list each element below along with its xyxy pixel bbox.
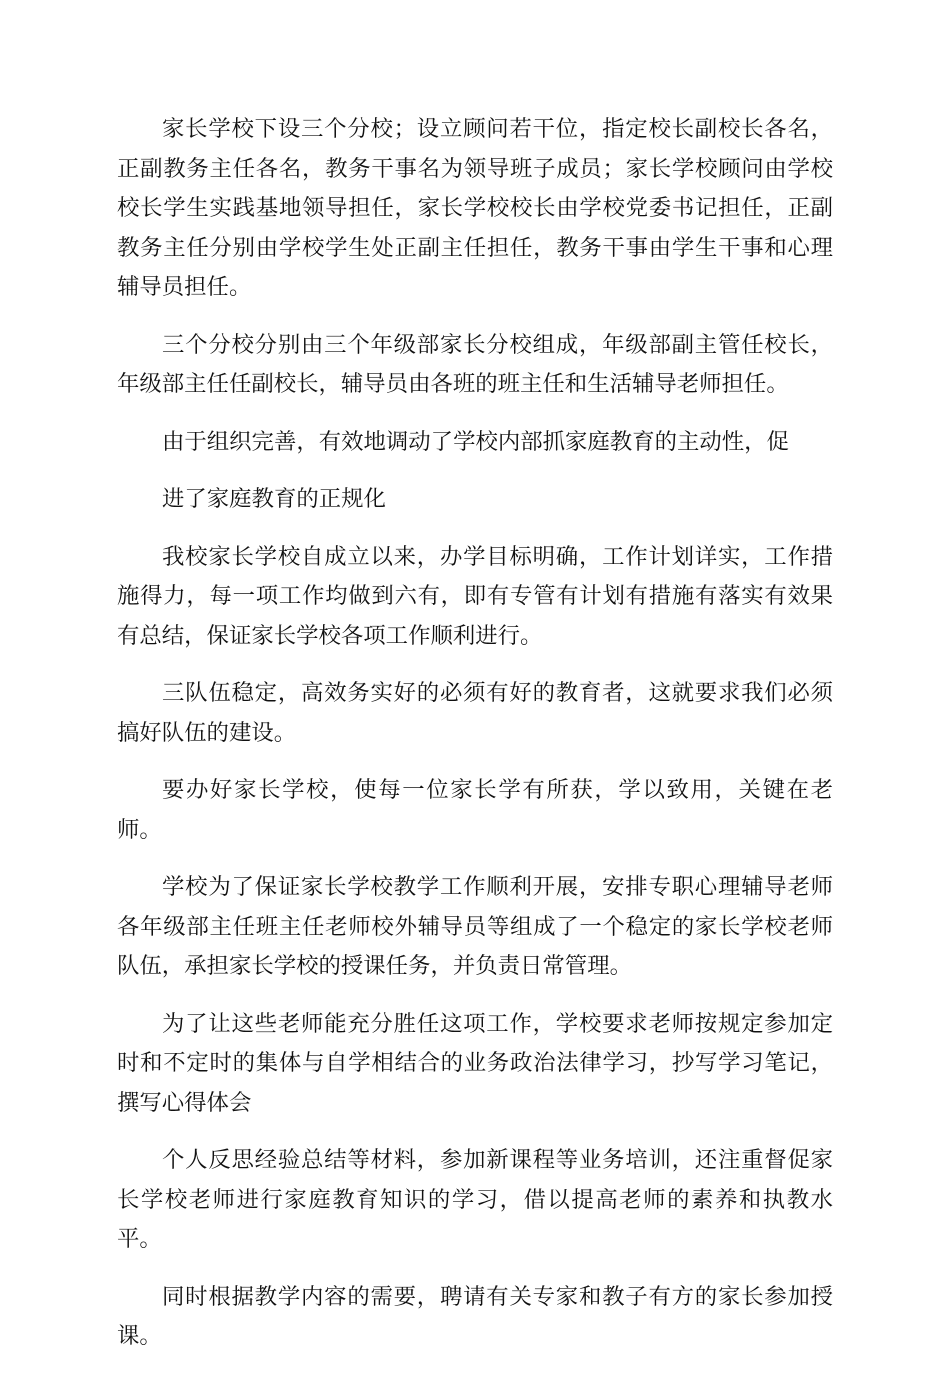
paragraph-10: 个人反思经验总结等材料，参加新课程等业务培训，还注重督促家长学校老师进行家庭教育知识的学习，借以提高老师的素养和执教水平。 <box>117 1147 833 1252</box>
paragraph-9: 为了让这些老师能充分胜任这项工作，学校要求老师按规定参加定时和不定时的集体与自学相结合的业务政治法律学习，抄写学习笔记，撰写心得体会 <box>117 1010 833 1116</box>
paragraph-3: 由于组织完善，有效地调动了学校内部抓家庭教育的主动性，促 <box>162 428 789 455</box>
paragraph-1: 家长学校下设三个分校；设立顾问若干位，指定校长副校长各名，正副教务主任各名，教务干事名为领导班子成员；家长学校顾问由学校校长学生实践基地领导担任，家长学校校长由学校党委书记担任，正副教务主任分别由学校学生处正副主任担任，教务干事由学生干事和心理辅导员担任。 <box>117 116 833 300</box>
paragraph-4: 进了家庭教育的正规化 <box>162 486 386 512</box>
document-page <box>117 110 833 1375</box>
paragraph-7: 要办好家长学校，使每一位家长学有所获，学以致用，关键在老师。 <box>117 777 833 843</box>
paragraph-11: 同时根据教学内容的需要，聘请有关专家和教子有方的家长参加授课。 <box>117 1283 833 1349</box>
paragraph-6: 三队伍稳定，高效务实好的必须有好的教育者，这就要求我们必须搞好队伍的建设。 <box>117 680 833 746</box>
paragraph-2: 三个分校分别由三个年级部家长分校组成，年级部副主管任校长，年级部主任任副校长，辅导员由各班的班主任和生活辅导老师担任。 <box>117 331 833 397</box>
paragraph-5: 我校家长学校自成立以来，办学目标明确，工作计划详实，工作措施得力，每一项工作均做到六有，即有专管有计划有措施有落实有效果有总结，保证家长学校各项工作顺利进行。 <box>117 543 833 649</box>
paragraph-8: 学校为了保证家长学校教学工作顺利开展，安排专职心理辅导老师各年级部主任班主任老师校外辅导员等组成了一个稳定的家长学校老师队伍，承担家长学校的授课任务，并负责日常管理。 <box>117 874 833 979</box>
